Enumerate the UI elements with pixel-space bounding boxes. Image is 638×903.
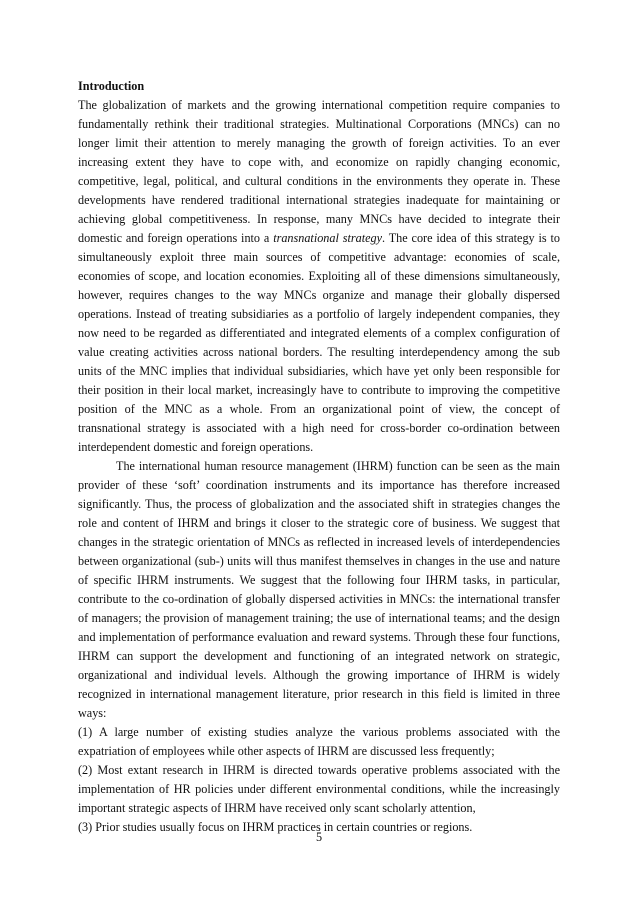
paragraph-1-text-b: . The core idea of this strategy is to simultaneously exploit three main sources of competitive advantage: economies of scale, economies of scope, and location economies. Exploiting all of these dimensions simultaneously, however, requires changes to the way MNCs organize and manage their globally dispersed operations. Instead of treating subsidiaries as a portfolio of largely independent companies, they now need to be regarded as differentiated and integrated elements of a complex configuration of value creating activities across national borders. The resulting interdependency among the sub units of the MNC implies that individual subsidiaries, which have yet only been responsible for their position in their local market, increasingly have to contribute to improving the competitive position of the MNC as a whole. From an organizational point of view, the concept of transnational strategy is associated with a high need for cross-border co-ordination between interdependent domestic and foreign operations. (78, 231, 561, 454)
paragraph-1-italic-term: transnational strategy (273, 231, 383, 245)
paragraph-2: The international human resource management (IHRM) function can be seen as the main provider of these ‘soft’ coordination instruments and its importance has therefore increased significantly. Thus, the process of globalization and the associated shift in strategies changes the role and content of IHRM and brings it closer to the strategic core of business. We suggest that changes in the strategic orientation of MNCs as reflected in increased levels of interdependencies between organizational (sub-) units will thus manifest themselves in changes in the use and nature of specific IHRM instruments. We suggest that the following four IHRM tasks, in particular, contribute to the co-ordination of globally dispersed activities in MNCs: the international transfer of managers; the provision of management training; the use of international teams; and the design and implementation of performance evaluation and reward systems. Through these four functions, IHRM can support the development and functioning of an integrated network on strategic, organizational and individual levels. Although the growing importance of IHRM is widely recognized in international management literature, prior research in this field is limited in three ways: (78, 459, 560, 720)
list-item: (1) A large number of existing studies analyze the various problems associated with the expatriation of employees while other aspects of IHRM are discussed less frequently; (78, 725, 560, 758)
section-heading: Introduction (78, 79, 145, 93)
paragraph-1-text-a: The globalization of markets and the growing international competition require companies to fundamentally rethink their traditional strategies. Multinational Corporations (MNCs) can no longer limit their attention to merely managing the growth of foreign activities. To an ever increasing extent they have to cope with, and economize on rapidly changing economic, competitive, legal, political, and cultural conditions in the environments they operate in. These developments have rendered traditional international strategies inadequate for maintaining or achieving global competitiveness. In response, many MNCs have decided to integrate their domestic and foreign operations into a (78, 98, 560, 245)
page-number: 5 (315, 830, 323, 844)
list-item: (3) Prior studies usually focus on IHRM practices in certain countries or regions. (78, 820, 473, 834)
list-item: (2) Most extant research in IHRM is directed towards operative problems associated with the implementation of HR policies under different environmental conditions, while the increasingly important strategic aspects of IHRM have received only scant scholarly attention, (78, 763, 560, 815)
paragraph-1 (78, 96, 560, 457)
document-body (78, 77, 560, 837)
